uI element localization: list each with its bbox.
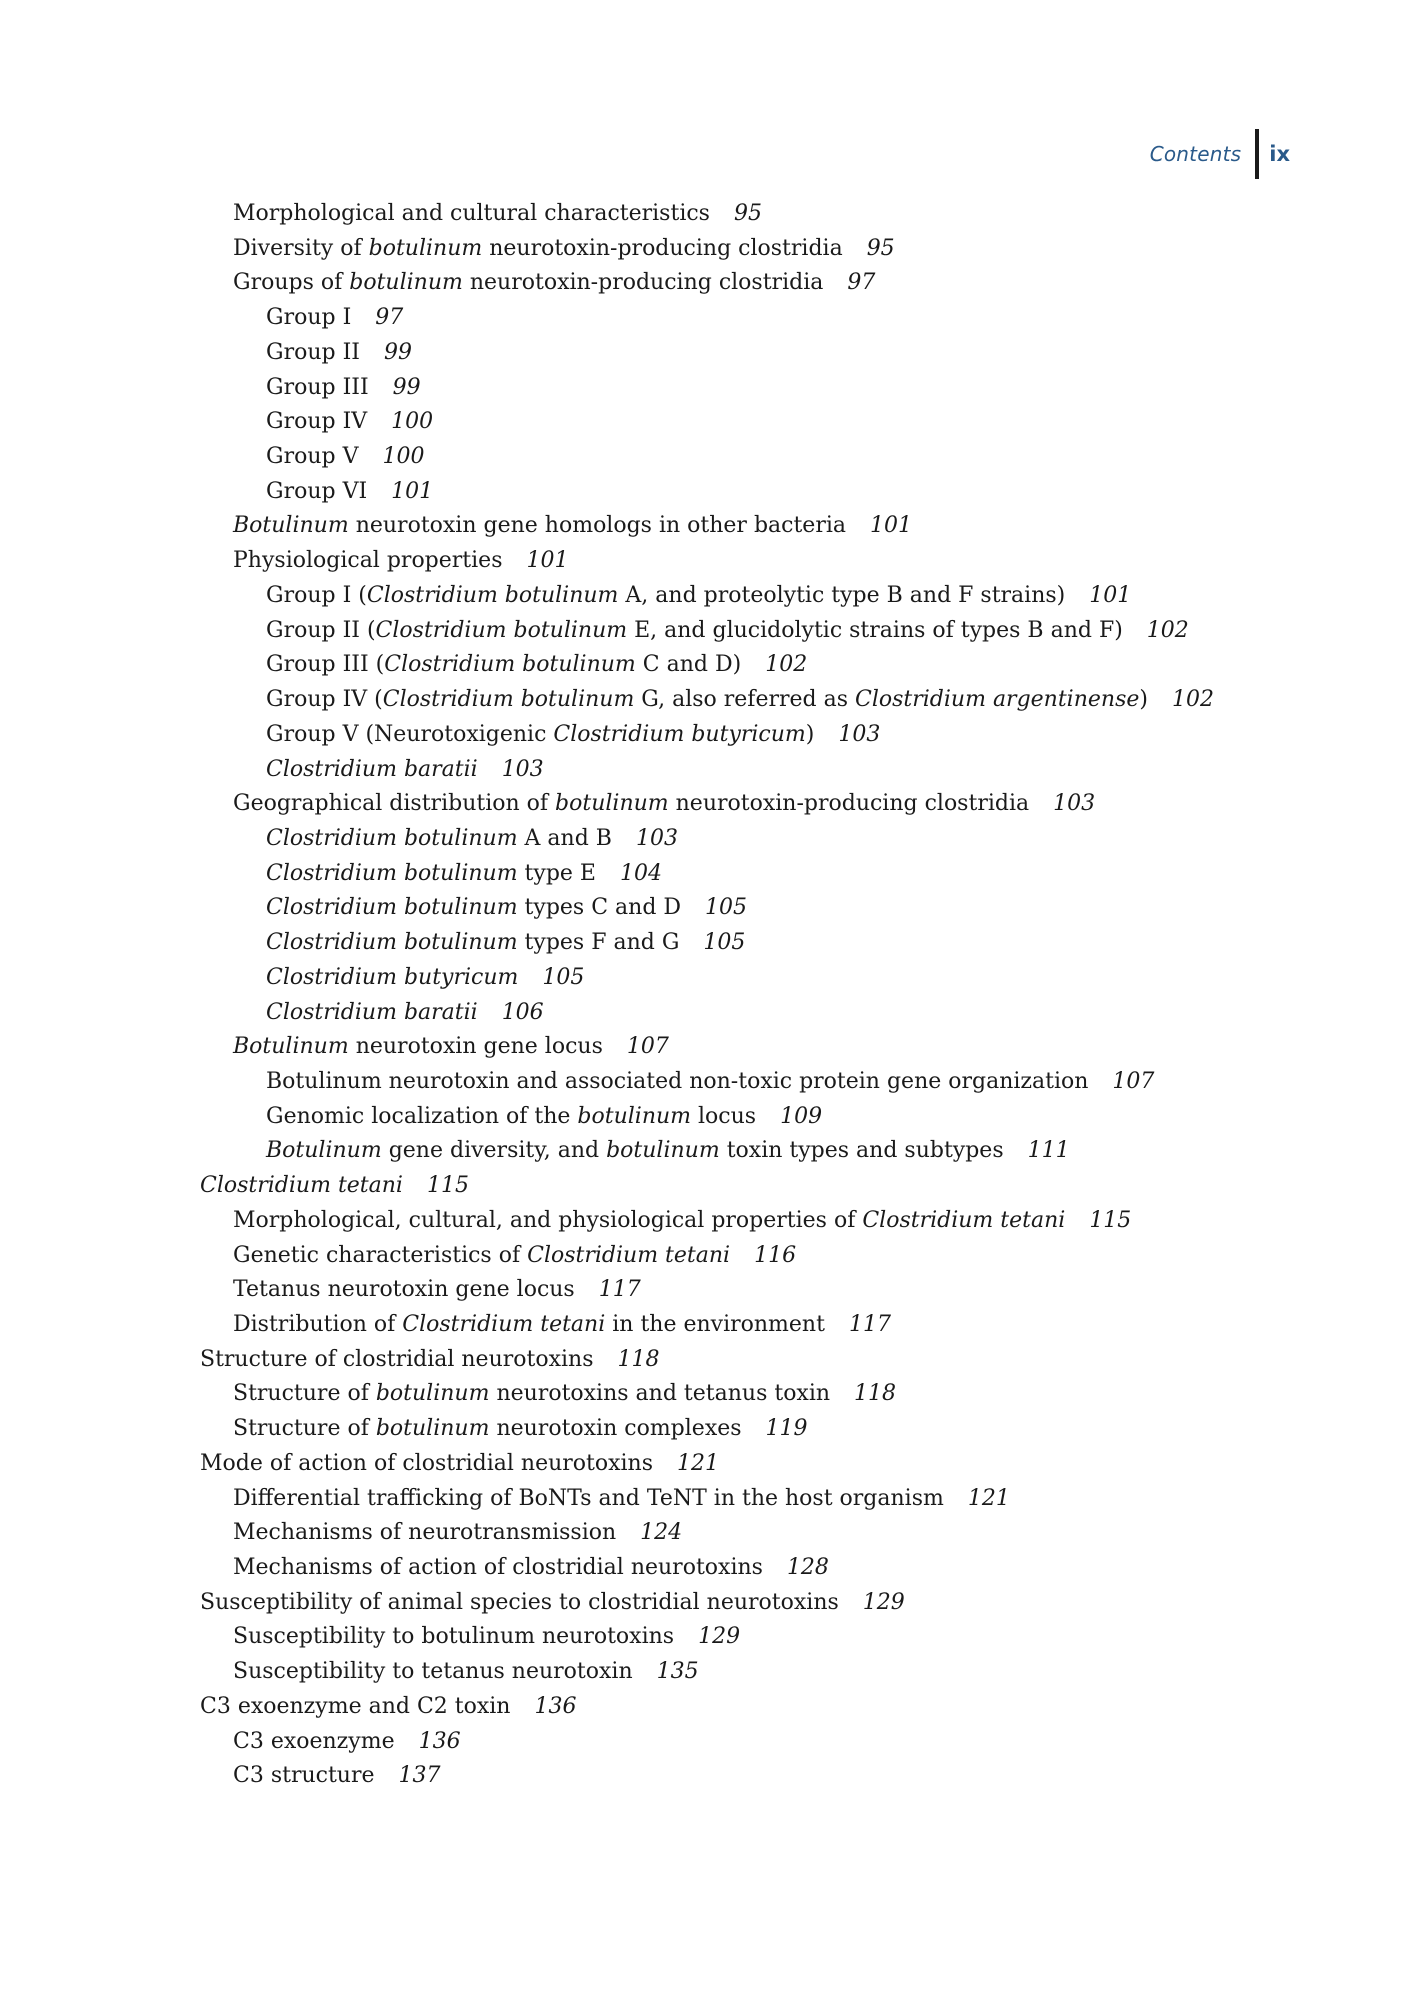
toc-entry-page: 97 bbox=[375, 305, 404, 331]
toc-entry bbox=[0, 857, 1402, 892]
toc-entry-title: Diversity of bbox=[233, 235, 369, 261]
toc-entry-title: Clostridium botulinum bbox=[266, 895, 518, 921]
table-of-contents bbox=[0, 197, 1402, 1794]
toc-entry-title: toxin types and subtypes bbox=[719, 1138, 1004, 1164]
toc-entry-title: in the environment bbox=[605, 1312, 825, 1337]
toc-entry-title: Clostridium tetani bbox=[527, 1242, 731, 1268]
toc-entry-title: C3 exoenzyme bbox=[233, 1728, 395, 1754]
toc-entry-title: neurotoxins and tetanus toxin bbox=[489, 1381, 831, 1407]
toc-entry bbox=[0, 996, 1402, 1031]
toc-entry bbox=[0, 787, 1402, 822]
toc-entry-page: 103 bbox=[501, 756, 544, 782]
toc-entry-page: 107 bbox=[1112, 1068, 1155, 1094]
toc-entry bbox=[0, 1169, 1402, 1204]
toc-entry bbox=[0, 1447, 1402, 1482]
toc-entry-title: Clostridium botulinum bbox=[266, 930, 518, 956]
toc-entry-title: Clostridium botulinum bbox=[384, 652, 636, 678]
toc-entry-title: A and B bbox=[517, 825, 612, 851]
toc-entry-page: 101 bbox=[526, 548, 569, 574]
toc-entry bbox=[0, 579, 1402, 614]
toc-entry-title: Genetic characteristics of bbox=[233, 1242, 528, 1268]
toc-entry bbox=[0, 266, 1402, 301]
toc-entry-page: 97 bbox=[847, 270, 876, 296]
toc-entry-title: ) bbox=[1139, 687, 1148, 713]
toc-entry bbox=[0, 405, 1402, 440]
toc-entry-title: Botulinum neurotoxin and associated non-toxic protein gene organization bbox=[266, 1068, 1089, 1094]
toc-entry-title: neurotoxin gene homologs in other bacteria bbox=[348, 513, 846, 539]
toc-entry-title: type E bbox=[517, 860, 596, 886]
toc-entry bbox=[0, 1134, 1402, 1169]
toc-entry-title: G, also referred as bbox=[634, 687, 855, 713]
toc-entry bbox=[0, 1759, 1402, 1794]
toc-entry-title: locus bbox=[691, 1103, 757, 1129]
toc-entry-title: Tetanus neurotoxin gene locus bbox=[233, 1277, 575, 1303]
toc-entry bbox=[0, 1273, 1402, 1308]
toc-entry bbox=[0, 1204, 1402, 1239]
toc-entry-title: Susceptibility to tetanus neurotoxin bbox=[233, 1659, 633, 1685]
toc-entry-page: 103 bbox=[635, 825, 678, 851]
toc-entry bbox=[0, 1239, 1402, 1274]
toc-entry-title: Clostridium botulinum bbox=[266, 860, 518, 886]
toc-entry-page: 124 bbox=[640, 1520, 683, 1546]
toc-entry-title: botulinum bbox=[555, 791, 669, 817]
toc-entry-page: 109 bbox=[780, 1103, 823, 1129]
toc-entry-page: 102 bbox=[1146, 617, 1189, 643]
toc-entry-title: Botulinum bbox=[266, 1138, 382, 1164]
toc-entry-title: Clostridium botulinum bbox=[375, 617, 628, 643]
toc-entry bbox=[0, 718, 1402, 753]
toc-entry bbox=[0, 1482, 1402, 1517]
toc-entry bbox=[0, 1516, 1402, 1551]
toc-entry-page: 100 bbox=[391, 409, 434, 435]
toc-entry-title: Susceptibility of animal species to clostridial neurotoxins bbox=[200, 1589, 839, 1615]
toc-entry bbox=[0, 197, 1402, 232]
toc-entry bbox=[0, 614, 1402, 649]
toc-entry bbox=[0, 1620, 1402, 1655]
toc-entry-page: 118 bbox=[617, 1346, 660, 1372]
toc-entry bbox=[0, 1030, 1402, 1065]
toc-entry bbox=[0, 509, 1402, 544]
toc-entry-page: 137 bbox=[398, 1763, 441, 1789]
toc-entry-title: Differential trafficking of BoNTs and TeNT in the host organism bbox=[233, 1485, 944, 1511]
toc-entry-page: 117 bbox=[598, 1277, 641, 1303]
toc-entry-title: Group VI bbox=[266, 478, 368, 504]
toc-entry-title: neurotoxin gene locus bbox=[348, 1034, 603, 1060]
toc-entry-title: Structure of bbox=[233, 1381, 376, 1407]
running-head-label: Contents bbox=[1149, 142, 1242, 166]
toc-entry bbox=[0, 232, 1402, 267]
toc-entry-title: botulinum bbox=[577, 1103, 692, 1129]
toc-entry bbox=[0, 648, 1402, 683]
toc-entry-title: A, and proteolytic type B and F strains) bbox=[618, 582, 1066, 608]
toc-entry-title: botulinum bbox=[606, 1138, 720, 1164]
toc-entry-title: types C and D bbox=[517, 895, 682, 921]
toc-entry-title: Botulinum bbox=[233, 513, 349, 539]
toc-entry-title: Group IV ( bbox=[266, 687, 383, 713]
toc-entry-page: 119 bbox=[765, 1416, 808, 1442]
toc-entry-title: Physiological properties bbox=[233, 548, 503, 574]
toc-entry-page: 118 bbox=[854, 1381, 897, 1407]
toc-entry-page: 105 bbox=[705, 895, 748, 921]
toc-entry bbox=[0, 926, 1402, 961]
toc-entry-page: 99 bbox=[392, 374, 421, 400]
toc-entry-title: botulinum bbox=[368, 235, 483, 261]
toc-entry-page: 106 bbox=[501, 999, 544, 1025]
toc-entry-title: Mode of action of clostridial neurotoxins bbox=[200, 1450, 654, 1476]
page-number: ix bbox=[1269, 142, 1290, 166]
toc-entry-page: 95 bbox=[733, 201, 762, 226]
toc-entry bbox=[0, 1412, 1402, 1447]
toc-entry bbox=[0, 475, 1402, 510]
toc-entry-title: Group I ( bbox=[266, 582, 367, 608]
toc-entry-title: Clostridium botulinum bbox=[366, 582, 619, 608]
toc-entry-title: Clostridium argentinense bbox=[855, 687, 1140, 713]
toc-entry-title: Group III bbox=[266, 374, 369, 400]
toc-entry bbox=[0, 440, 1402, 475]
toc-entry-title: botulinum bbox=[375, 1381, 490, 1407]
toc-entry bbox=[0, 1655, 1402, 1690]
toc-entry-title: C and D) bbox=[635, 652, 742, 678]
toc-entry-page: 117 bbox=[848, 1312, 891, 1337]
toc-entry-page: 121 bbox=[677, 1450, 720, 1476]
toc-entry-title: Clostridium butyricum bbox=[266, 964, 519, 990]
toc-entry bbox=[0, 1586, 1402, 1621]
toc-entry-title: neurotoxin complexes bbox=[489, 1416, 742, 1442]
toc-entry-title: gene diversity, and bbox=[381, 1138, 607, 1164]
toc-entry-page: 102 bbox=[1171, 687, 1214, 713]
toc-entry-page: 111 bbox=[1027, 1138, 1070, 1164]
toc-entry-title: Group V bbox=[266, 444, 359, 470]
toc-entry-page: 115 bbox=[1089, 1207, 1132, 1233]
toc-entry-page: 100 bbox=[382, 444, 425, 470]
toc-entry-page: 102 bbox=[765, 652, 808, 678]
toc-entry-page: 129 bbox=[698, 1624, 741, 1650]
toc-entry-title: Genomic localization of the bbox=[266, 1103, 578, 1129]
toc-entry bbox=[0, 683, 1402, 718]
toc-entry-page: 103 bbox=[1053, 791, 1096, 817]
toc-entry bbox=[0, 1551, 1402, 1586]
toc-entry-page: 135 bbox=[656, 1659, 699, 1685]
toc-entry-title: C3 structure bbox=[233, 1763, 375, 1789]
toc-entry-title: Clostridium butyricum bbox=[553, 721, 806, 747]
toc-entry-title: Structure of bbox=[233, 1416, 376, 1442]
toc-entry-page: 129 bbox=[862, 1589, 905, 1615]
toc-entry-title: Clostridium tetani bbox=[862, 1207, 1066, 1233]
toc-entry bbox=[0, 1308, 1402, 1343]
toc-entry-title: neurotoxin-producing clostridia bbox=[668, 791, 1030, 817]
toc-entry-page: 99 bbox=[383, 339, 412, 365]
toc-entry bbox=[0, 961, 1402, 996]
toc-entry-title: Group III ( bbox=[266, 652, 385, 678]
toc-entry-title: botulinum bbox=[375, 1416, 490, 1442]
toc-entry-title: C3 exoenzyme and C2 toxin bbox=[200, 1693, 511, 1719]
toc-entry-title: Clostridium baratii bbox=[266, 999, 478, 1025]
running-head bbox=[1150, 128, 1290, 180]
toc-entry-title: Clostridium botulinum bbox=[382, 687, 635, 713]
toc-entry bbox=[0, 1100, 1402, 1135]
toc-entry bbox=[0, 301, 1402, 336]
toc-entry-page: 136 bbox=[418, 1728, 461, 1754]
toc-entry-title: Group I bbox=[266, 305, 352, 331]
toc-entry bbox=[0, 336, 1402, 371]
toc-entry-page: 105 bbox=[542, 964, 585, 990]
toc-entry-title: Clostridium tetani bbox=[402, 1312, 606, 1337]
toc-entry bbox=[0, 753, 1402, 788]
toc-entry-page: 107 bbox=[626, 1034, 669, 1060]
toc-entry-page: 128 bbox=[786, 1555, 829, 1581]
toc-entry bbox=[0, 1377, 1402, 1412]
toc-entry bbox=[0, 1065, 1402, 1100]
toc-entry-title: Clostridium botulinum bbox=[266, 825, 518, 851]
toc-entry-title: botulinum bbox=[349, 270, 463, 296]
toc-entry-page: 101 bbox=[870, 513, 912, 539]
toc-entry-title: Mechanisms of action of clostridial neurotoxins bbox=[233, 1555, 763, 1581]
toc-entry-title: Distribution of bbox=[233, 1312, 403, 1337]
toc-entry-title: types F and G bbox=[517, 930, 680, 956]
toc-entry-page: 95 bbox=[866, 235, 895, 261]
toc-entry bbox=[0, 544, 1402, 579]
toc-entry-title: Groups of bbox=[233, 270, 350, 296]
toc-entry bbox=[0, 1343, 1402, 1378]
toc-entry-page: 105 bbox=[703, 930, 746, 956]
toc-entry-title: Group II ( bbox=[266, 617, 376, 643]
toc-entry-title: Morphological, cultural, and physiological properties of bbox=[233, 1207, 863, 1233]
toc-entry-title: Clostridium baratii bbox=[266, 756, 478, 782]
toc-entry-title: Morphological and cultural characteristics bbox=[233, 201, 710, 226]
toc-entry bbox=[0, 1725, 1402, 1760]
toc-entry bbox=[0, 371, 1402, 406]
toc-entry-page: 101 bbox=[1089, 582, 1132, 608]
toc-entry-title: Structure of clostridial neurotoxins bbox=[200, 1346, 594, 1372]
toc-entry-title: Geographical distribution of bbox=[233, 791, 556, 817]
toc-entry-title: Susceptibility to botulinum neurotoxins bbox=[233, 1624, 675, 1650]
toc-entry bbox=[0, 1690, 1402, 1725]
toc-entry-title: Clostridium tetani bbox=[200, 1173, 403, 1199]
toc-entry-page: 115 bbox=[426, 1173, 469, 1199]
toc-entry-title: Group V (Neurotoxigenic bbox=[266, 721, 554, 747]
toc-entry-title: ) bbox=[805, 721, 815, 747]
toc-entry bbox=[0, 822, 1402, 857]
toc-entry-title: neurotoxin-producing clostridia bbox=[482, 235, 843, 261]
toc-entry-page: 104 bbox=[619, 860, 662, 886]
toc-entry-title: Mechanisms of neurotransmission bbox=[233, 1520, 617, 1546]
toc-entry-page: 136 bbox=[534, 1693, 577, 1719]
toc-entry-title: neurotoxin-producing clostridia bbox=[462, 270, 824, 296]
toc-entry bbox=[0, 891, 1402, 926]
toc-entry-title: E, and glucidolytic strains of types B and F) bbox=[627, 617, 1123, 643]
toc-entry-page: 103 bbox=[838, 721, 881, 747]
toc-entry-title: Group II bbox=[266, 339, 360, 365]
toc-entry-page: 101 bbox=[391, 478, 434, 504]
toc-entry-page: 121 bbox=[967, 1485, 1010, 1511]
toc-entry-title: Group IV bbox=[266, 409, 368, 435]
toc-entry-page: 116 bbox=[754, 1242, 797, 1268]
toc-entry-title: Botulinum bbox=[233, 1034, 349, 1060]
